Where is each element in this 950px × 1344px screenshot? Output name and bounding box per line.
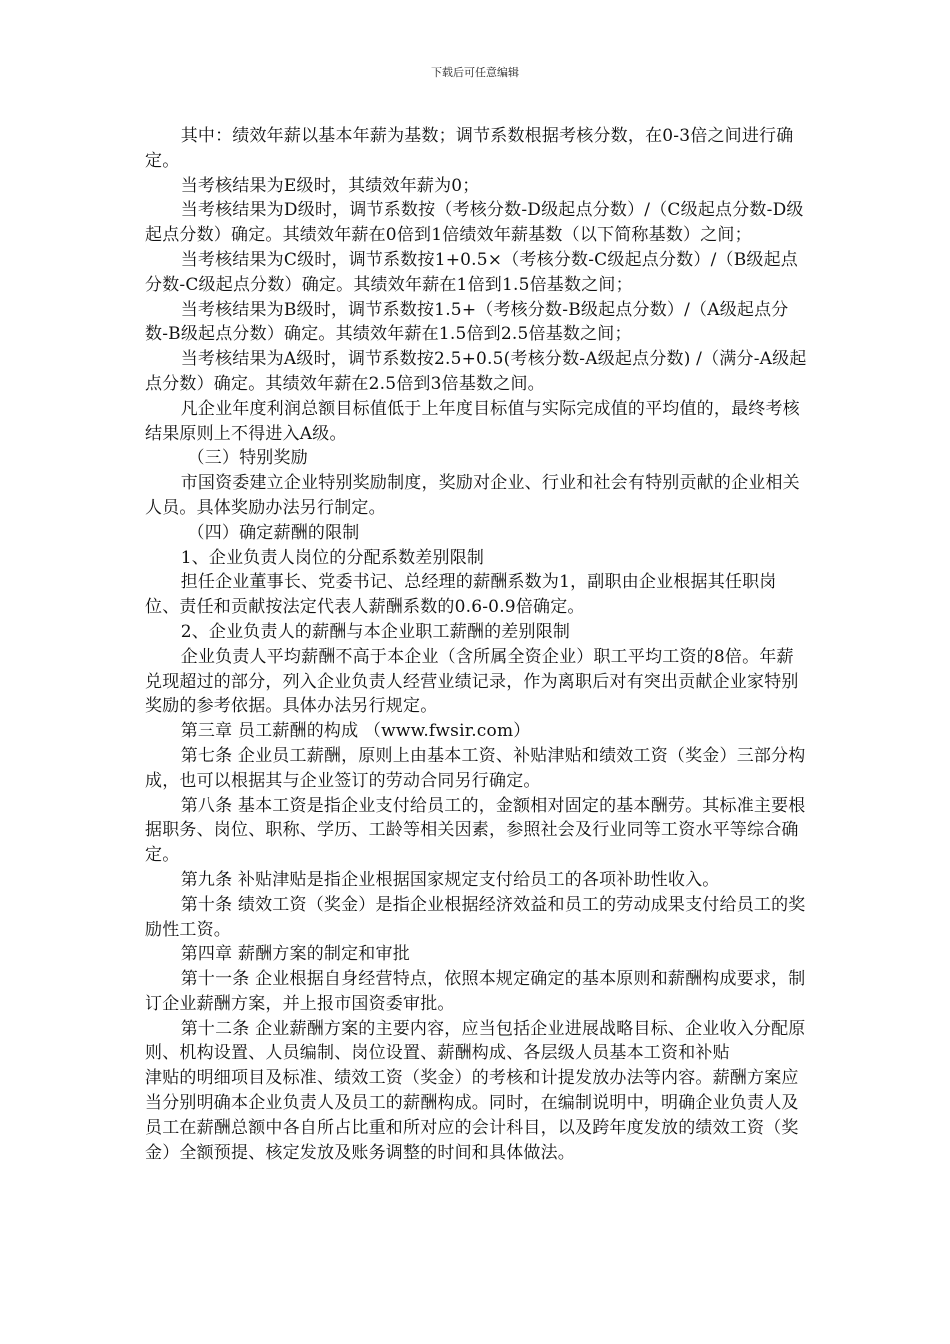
paragraph-pay-gap-limit: 企业负责人平均薪酬不高于本企业（含所属全资企业）职工平均工资的8倍。年薪兑现超过的部分，列入企业负责人经营业绩记录，作为离职后对有突出贡献企业家特别奖励的参考依据。具体办法另行规定。: [145, 646, 799, 717]
section-heading-special-reward: （三）特别奖励: [187, 448, 308, 469]
article-9: 第九条 补贴津贴是指企业根据国家规定支付给员工的各项补助性收入。: [180, 869, 720, 890]
paragraph-grade-e: 当考核结果为E级时，其绩效年薪为0；: [180, 175, 480, 196]
paragraph-performance-base: 其中：绩效年薪以基本年薪为基数；调节系数根据考核分数，在0-3倍之间进行确定。: [145, 126, 794, 171]
paragraph-grade-c: 当考核结果为C级时，调节系数按1+0.5×（考核分数-C级起点分数）/（B级起点分数-C级起点分数）确定。其绩效年薪在1倍到1.5倍基数之间；: [145, 249, 799, 295]
article-8: 第八条 基本工资是指企业支付给员工的，金额相对固定的基本酬劳。其标准主要根据职务、岗位、职称、学历、工龄等相关因素，参照社会及行业同等工资水平等综合确定。: [145, 795, 806, 866]
article-12-continued: 津贴的明细项目及标准、绩效工资（奖金）的考核和计提发放办法等内容。薪酬方案应当分别明确本企业负责人及员工的薪酬构成。同时，在编制说明中，明确企业负责人及员工在薪酬总额中各自所占比重和所对应的会计科目，以及跨年度发放的绩效工资（奖金）全额预提、核定发放及账务调整的时间和具体做法。: [145, 1068, 799, 1163]
chapter-heading-3: 第三章 员工薪酬的构成 （www.fwsir.com）: [180, 721, 531, 742]
article-11: 第十一条 企业根据自身经营特点，依照本规定确定的基本原则和薪酬构成要求，制订企业薪酬方案，并上报市国资委审批。: [145, 969, 806, 1014]
article-7: 第七条 企业员工薪酬，原则上由基本工资、补贴津贴和绩效工资（奖金）三部分构成，也可以根据其与企业签订的劳动合同另行确定。: [145, 745, 806, 791]
article-12: 第十二条 企业薪酬方案的主要内容，应当包括企业进展战略目标、企业收入分配原则、机构设置、人员编制、岗位设置、薪酬构成、各层级人员基本工资和补贴: [145, 1018, 806, 1064]
subheading-coefficient-limit: 1、企业负责人岗位的分配系数差别限制: [180, 547, 485, 568]
page-header: 下载后可任意编辑: [431, 66, 519, 79]
document-body: [145, 124, 810, 1165]
paragraph-grade-d: 当考核结果为D级时，调节系数按（考核分数-D级起点分数）/（C级起点分数-D级起点分数）确定。其绩效年薪在0倍到1倍绩效年薪基数（以下简称基数）之间；: [145, 200, 804, 246]
subheading-pay-gap-limit: 2、企业负责人的薪酬与本企业职工薪酬的差别限制: [180, 621, 571, 642]
article-10: 第十条 绩效工资（奖金）是指企业根据经济效益和员工的劳动成果支付给员工的奖励性工资。: [145, 894, 806, 940]
paragraph-grade-a: 当考核结果为A级时，调节系数按2.5+0.5(考核分数-A级起点分数) /（满分-A级起点分数）确定。其绩效年薪在2.5倍到3倍基数之间。: [145, 349, 807, 394]
paragraph-coefficient-limit: 担任企业董事长、党委书记、总经理的薪酬系数为1，副职由企业根据其任职岗位、责任和贡献按法定代表人薪酬系数的0.6-0.9倍确定。: [145, 572, 777, 618]
section-heading-pay-limits: （四）确定薪酬的限制: [187, 522, 360, 543]
paragraph-special-reward: 市国资委建立企业特别奖励制度，奖励对企业、行业和社会有特别贡献的企业相关人员。具体奖励办法另行制定。: [145, 473, 800, 518]
chapter-heading-4: 第四章 薪酬方案的制定和审批: [180, 944, 410, 965]
paragraph-profit-limit: 凡企业年度利润总额目标值低于上年度目标值与实际完成值的平均值的，最终考核结果原则上不得进入A级。: [145, 398, 800, 444]
paragraph-grade-b: 当考核结果为B级时，调节系数按1.5+（考核分数-B级起点分数）/（A级起点分数-B级起点分数）确定。其绩效年薪在1.5倍到2.5倍基数之间；: [145, 299, 789, 345]
